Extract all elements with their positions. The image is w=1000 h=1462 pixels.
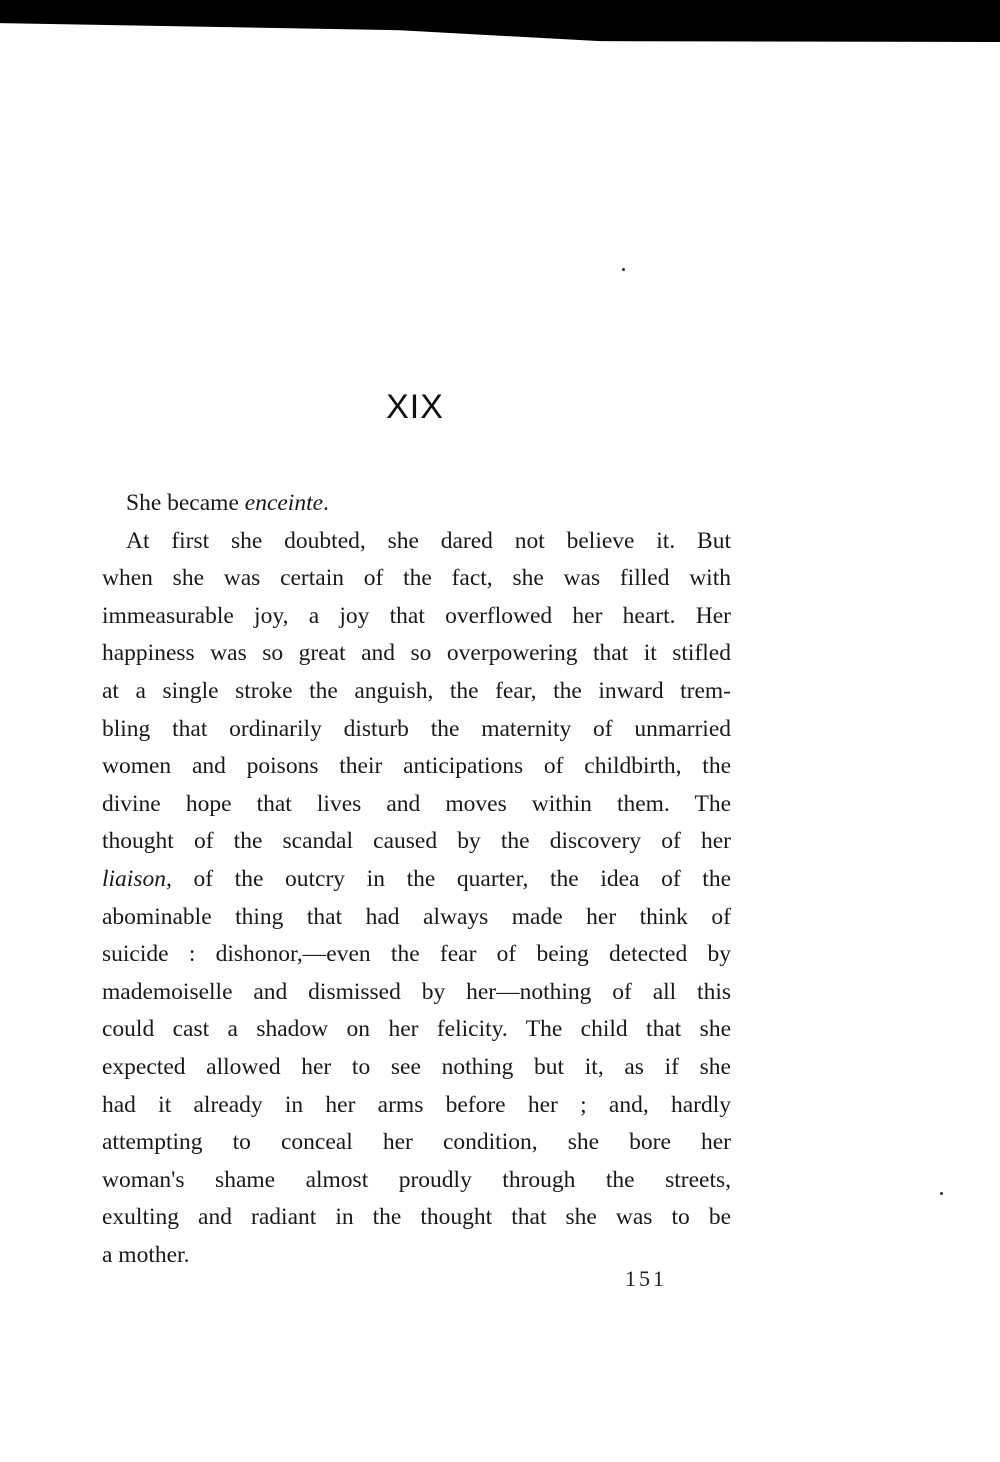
scan-border: [0, 0, 1000, 42]
chapter-heading: XIX: [386, 388, 444, 426]
text-line: attempting to conceal her condition, she bore her: [102, 1129, 731, 1156]
text-line: women and poisons their anticipations of childbirth, the: [102, 753, 731, 780]
text-line: thought of the scandal caused by the discovery of her: [102, 828, 731, 855]
text-line: abominable thing that had always made her think of: [102, 903, 731, 930]
text-line: exulting and radiant in the thought that she was to be: [102, 1204, 731, 1231]
text-line: At first she doubted, she dared not believe it. But: [126, 527, 731, 554]
scan-speck: [940, 1192, 943, 1195]
page-number: 151: [625, 1266, 667, 1291]
text-line: liaison, of the outcry in the quarter, the idea of the: [102, 865, 731, 892]
text-line: woman's shame almost proudly through the streets,: [102, 1166, 731, 1193]
text-line: happiness was so great and so overpowering that it stifled: [102, 640, 731, 667]
text-line: mademoiselle and dismissed by her—nothing of all this: [102, 978, 731, 1005]
text-line: at a single stroke the anguish, the fear, the inward trem-: [102, 677, 731, 704]
body-text: [102, 485, 731, 1274]
text-line: expected allowed her to see nothing but it, as if she: [102, 1053, 731, 1080]
text-line: bling that ordinarily disturb the maternity of unmarried: [102, 715, 731, 742]
scan-speck: [622, 268, 625, 271]
text-line: She became enceinte.: [126, 490, 329, 516]
text-line: had it already in her arms before her ; and, hardly: [102, 1091, 731, 1118]
text-line: divine hope that lives and moves within them. The: [102, 790, 731, 817]
text-line: could cast a shadow on her felicity. The child that she: [102, 1016, 731, 1043]
text-line: suicide : dishonor,—even the fear of being detected by: [102, 941, 731, 968]
text-line: a mother.: [102, 1241, 190, 1268]
text-line: immeasurable joy, a joy that overflowed her heart. Her: [102, 602, 731, 629]
text-line: when she was certain of the fact, she was filled with: [102, 565, 731, 592]
